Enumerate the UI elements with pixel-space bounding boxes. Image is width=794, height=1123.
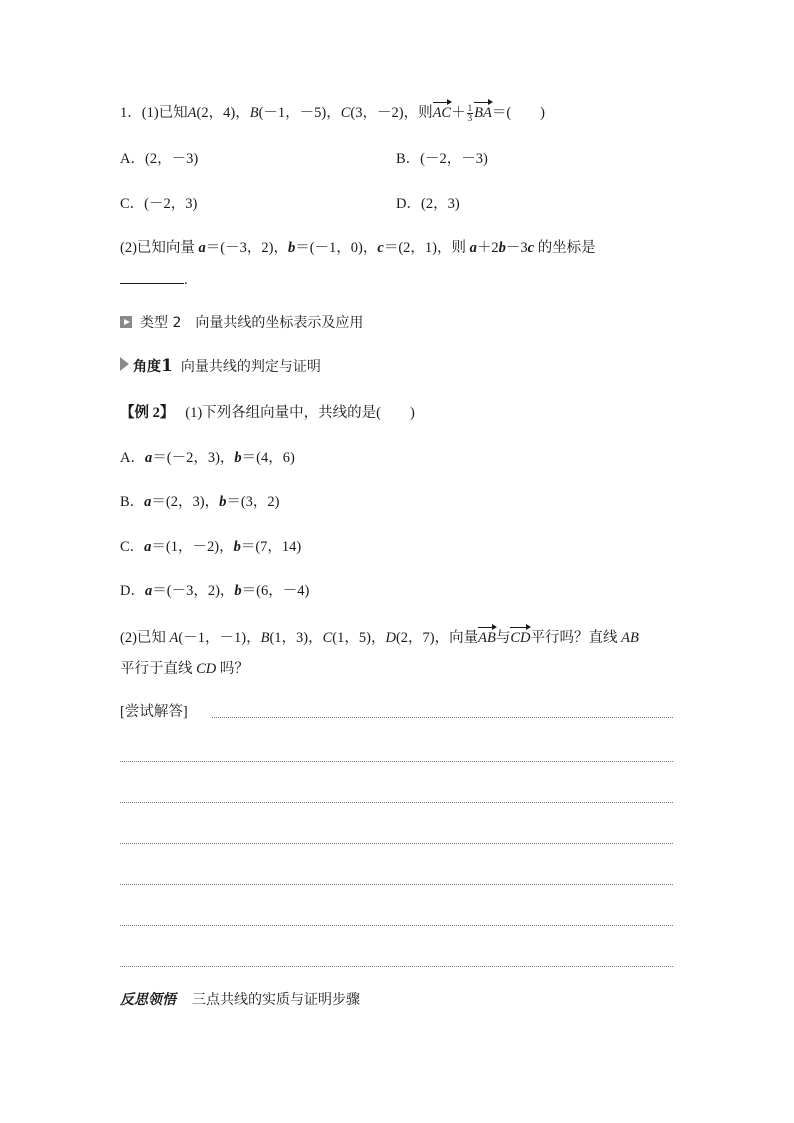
answer-line [120, 966, 673, 967]
vector-ac: AC [433, 101, 452, 123]
example2-part2-line1: (2)已知 A(－1，－1)，B(1，3)，C(1，5)，D(2，7)，向量AB与CD平行吗？直线 AB [120, 626, 639, 648]
answer-line [120, 843, 673, 844]
q1-answer-blank: . [120, 270, 188, 290]
vector-ba: BA [474, 101, 492, 123]
answer-line [212, 717, 673, 718]
fraction-one-third: $\frac{1}{3}$ [467, 103, 473, 124]
q1-option-a: A．(2，－3) [120, 151, 199, 167]
example2-part2-line2: 平行于直线 CD 吗？ [120, 661, 249, 677]
answer-label: [尝试解答] [120, 704, 188, 720]
example2-option-c: C．a＝(1，－2)，b＝(7，14) [120, 539, 302, 555]
q1-option-b: B．(－2，－3) [396, 151, 488, 167]
example2-question: 【例 2】 (1)下列各组向量中，共线的是( ) [120, 405, 415, 421]
example2-option-b: B．a＝(2，3)，b＝(3，2) [120, 494, 280, 510]
answer-line [120, 761, 673, 762]
answer-blank [120, 271, 184, 284]
play-box-icon [120, 316, 132, 328]
answer-line [120, 884, 673, 885]
q1-option-c: C．(－2，3) [120, 196, 198, 212]
angle1-heading: 角度1 向量共线的判定与证明 [120, 356, 321, 377]
q1-option-d: D．(2，3) [396, 196, 460, 212]
answer-line [120, 802, 673, 803]
example2-option-a: A．a＝(－2，3)，b＝(4，6) [120, 450, 295, 466]
type2-heading: 类型 2 向量共线的坐标表示及应用 [120, 313, 363, 333]
triangle-marker-icon [120, 357, 129, 371]
q1-part1: 1．(1)已知A(2，4)，B(－1，－5)，C(3，－2)，则AC＋ $\frac{1}{3}$ BA＝( ) [120, 101, 545, 123]
reflect-section: 反思领悟 三点共线的实质与证明步骤 [120, 992, 360, 1008]
vector-cd: CD [510, 626, 530, 648]
vector-ab: AB [478, 626, 496, 648]
answer-line [120, 925, 673, 926]
example2-option-d: D．a＝(－3，2)，b＝(6，－4) [120, 583, 310, 599]
q1-part2: (2)已知向量 a＝(－3，2)，b＝(－1，0)，c＝(2，1)，则 a＋2b－3c 的坐标是 [120, 240, 596, 256]
